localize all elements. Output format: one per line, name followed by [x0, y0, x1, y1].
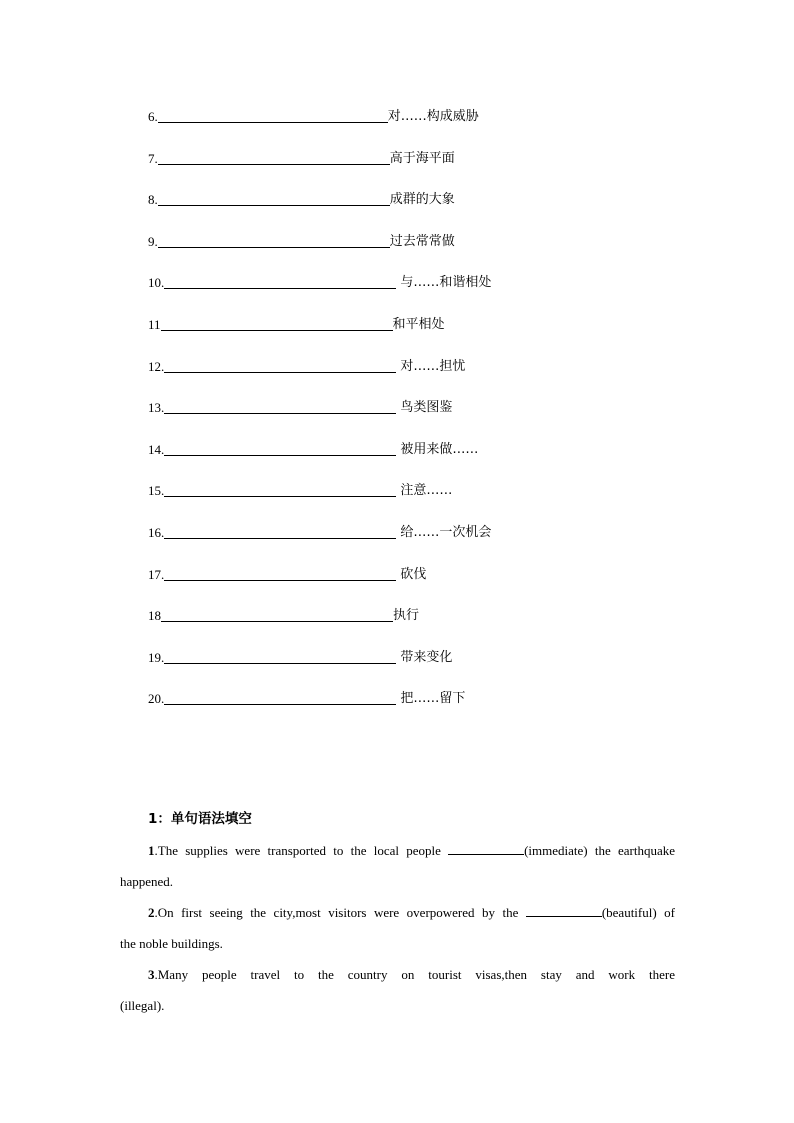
section-title: 1：单句语法填空	[148, 811, 252, 827]
vocab-number: 9.	[148, 233, 158, 249]
vocab-number: 12.	[148, 358, 165, 374]
vocab-meaning: 和平相处	[392, 316, 445, 332]
vocab-meaning-text: 带来变化	[400, 649, 453, 665]
answer-blank[interactable]	[164, 357, 396, 373]
answer-blank[interactable]	[164, 398, 396, 414]
question-number: 3	[148, 967, 155, 982]
question-number: 2	[148, 905, 155, 920]
vocab-item	[148, 523, 708, 565]
vocab-item	[148, 232, 708, 274]
question-line	[120, 897, 675, 928]
vocab-meaning-text: 鸟类图鉴	[400, 400, 453, 416]
answer-blank[interactable]	[164, 648, 396, 664]
vocab-item	[148, 565, 708, 607]
vocab-meaning: 对……构成威胁	[387, 109, 479, 124]
vocab-meaning: 高于海平面	[389, 150, 455, 166]
question-text: (immediate) the earthquake	[524, 843, 675, 858]
answer-blank[interactable]	[158, 190, 390, 206]
vocab-number: 11	[148, 316, 161, 332]
vocab-item	[148, 648, 708, 690]
answer-blank[interactable]	[164, 689, 396, 705]
question-continuation: the noble buildings.	[120, 936, 223, 951]
vocab-meaning: 执行	[393, 608, 420, 624]
vocab-number: 10.	[148, 275, 165, 291]
vocab-item	[148, 606, 708, 648]
question-text: .The supplies were transported to the local people	[154, 843, 449, 858]
answer-blank[interactable]	[158, 232, 390, 248]
question-line	[120, 959, 675, 990]
vocab-number: 8.	[148, 192, 158, 208]
question-line	[120, 835, 675, 866]
answer-blank[interactable]	[161, 315, 393, 331]
vocab-meaning-text: 注意……	[400, 483, 453, 499]
vocab-item	[148, 190, 708, 232]
vocab-meaning: 成群的大象	[389, 192, 455, 208]
vocab-number: 6.	[148, 109, 158, 124]
vocab-meaning	[396, 357, 465, 377]
vocab-item	[148, 273, 708, 315]
vocab-meaning-text: 给……一次机会	[400, 524, 492, 540]
vocab-item	[148, 689, 708, 731]
vocab-meaning-text: 对……担忧	[400, 358, 466, 374]
vocab-meaning	[396, 440, 478, 460]
vocab-meaning	[396, 565, 426, 585]
question-continuation: happened.	[120, 874, 174, 889]
vocab-item	[148, 315, 708, 357]
vocab-number: 15.	[148, 483, 165, 499]
answer-blank[interactable]	[161, 606, 393, 622]
vocab-item	[148, 107, 708, 149]
vocab-item	[148, 357, 708, 399]
vocab-number: 7.	[148, 150, 158, 166]
answer-blank[interactable]	[164, 440, 396, 456]
vocab-number: 13.	[148, 400, 165, 416]
answer-blank[interactable]	[164, 565, 396, 581]
answer-blank[interactable]	[158, 149, 390, 165]
vocab-meaning	[396, 523, 491, 543]
answer-blank[interactable]	[526, 903, 602, 917]
answer-blank[interactable]	[448, 841, 524, 855]
vocab-number: 20.	[148, 691, 165, 707]
vocab-meaning	[396, 648, 452, 668]
question-text: .Many people travel to the country on tourist visas,then stay and work there	[154, 967, 675, 982]
question-1	[120, 835, 675, 897]
vocab-number: 17.	[148, 566, 165, 582]
question-text: .On first seeing the city,most visitors were overpowered by the	[154, 905, 526, 920]
answer-blank[interactable]	[158, 107, 388, 123]
answer-blank[interactable]	[164, 481, 396, 497]
question-number: 1	[148, 843, 155, 858]
vocab-meaning	[396, 481, 452, 501]
question-text: (beautiful) of	[601, 905, 675, 920]
vocab-number: 19.	[148, 649, 165, 665]
vocab-meaning-text: 砍伐	[400, 566, 427, 582]
vocab-meaning	[396, 398, 452, 418]
vocab-number: 14.	[148, 441, 165, 457]
question-3	[120, 959, 675, 1021]
vocab-meaning	[396, 689, 465, 709]
vocab-meaning-text: 与……和谐相处	[400, 275, 492, 291]
vocab-item	[148, 149, 708, 191]
vocab-number: 18	[148, 608, 161, 624]
vocab-list	[148, 107, 708, 731]
answer-blank[interactable]	[164, 273, 396, 289]
vocab-meaning: 过去常常做	[389, 233, 455, 249]
vocab-item	[148, 398, 708, 440]
question-continuation: (illegal).	[120, 998, 165, 1013]
vocab-meaning-text: 把……留下	[400, 691, 466, 707]
vocab-number: 16.	[148, 524, 165, 540]
vocab-item	[148, 440, 708, 482]
vocab-meaning	[396, 273, 491, 293]
vocab-meaning-text: 被用来做……	[400, 441, 479, 457]
vocab-item	[148, 481, 708, 523]
answer-blank[interactable]	[164, 523, 396, 539]
question-2	[120, 897, 675, 959]
